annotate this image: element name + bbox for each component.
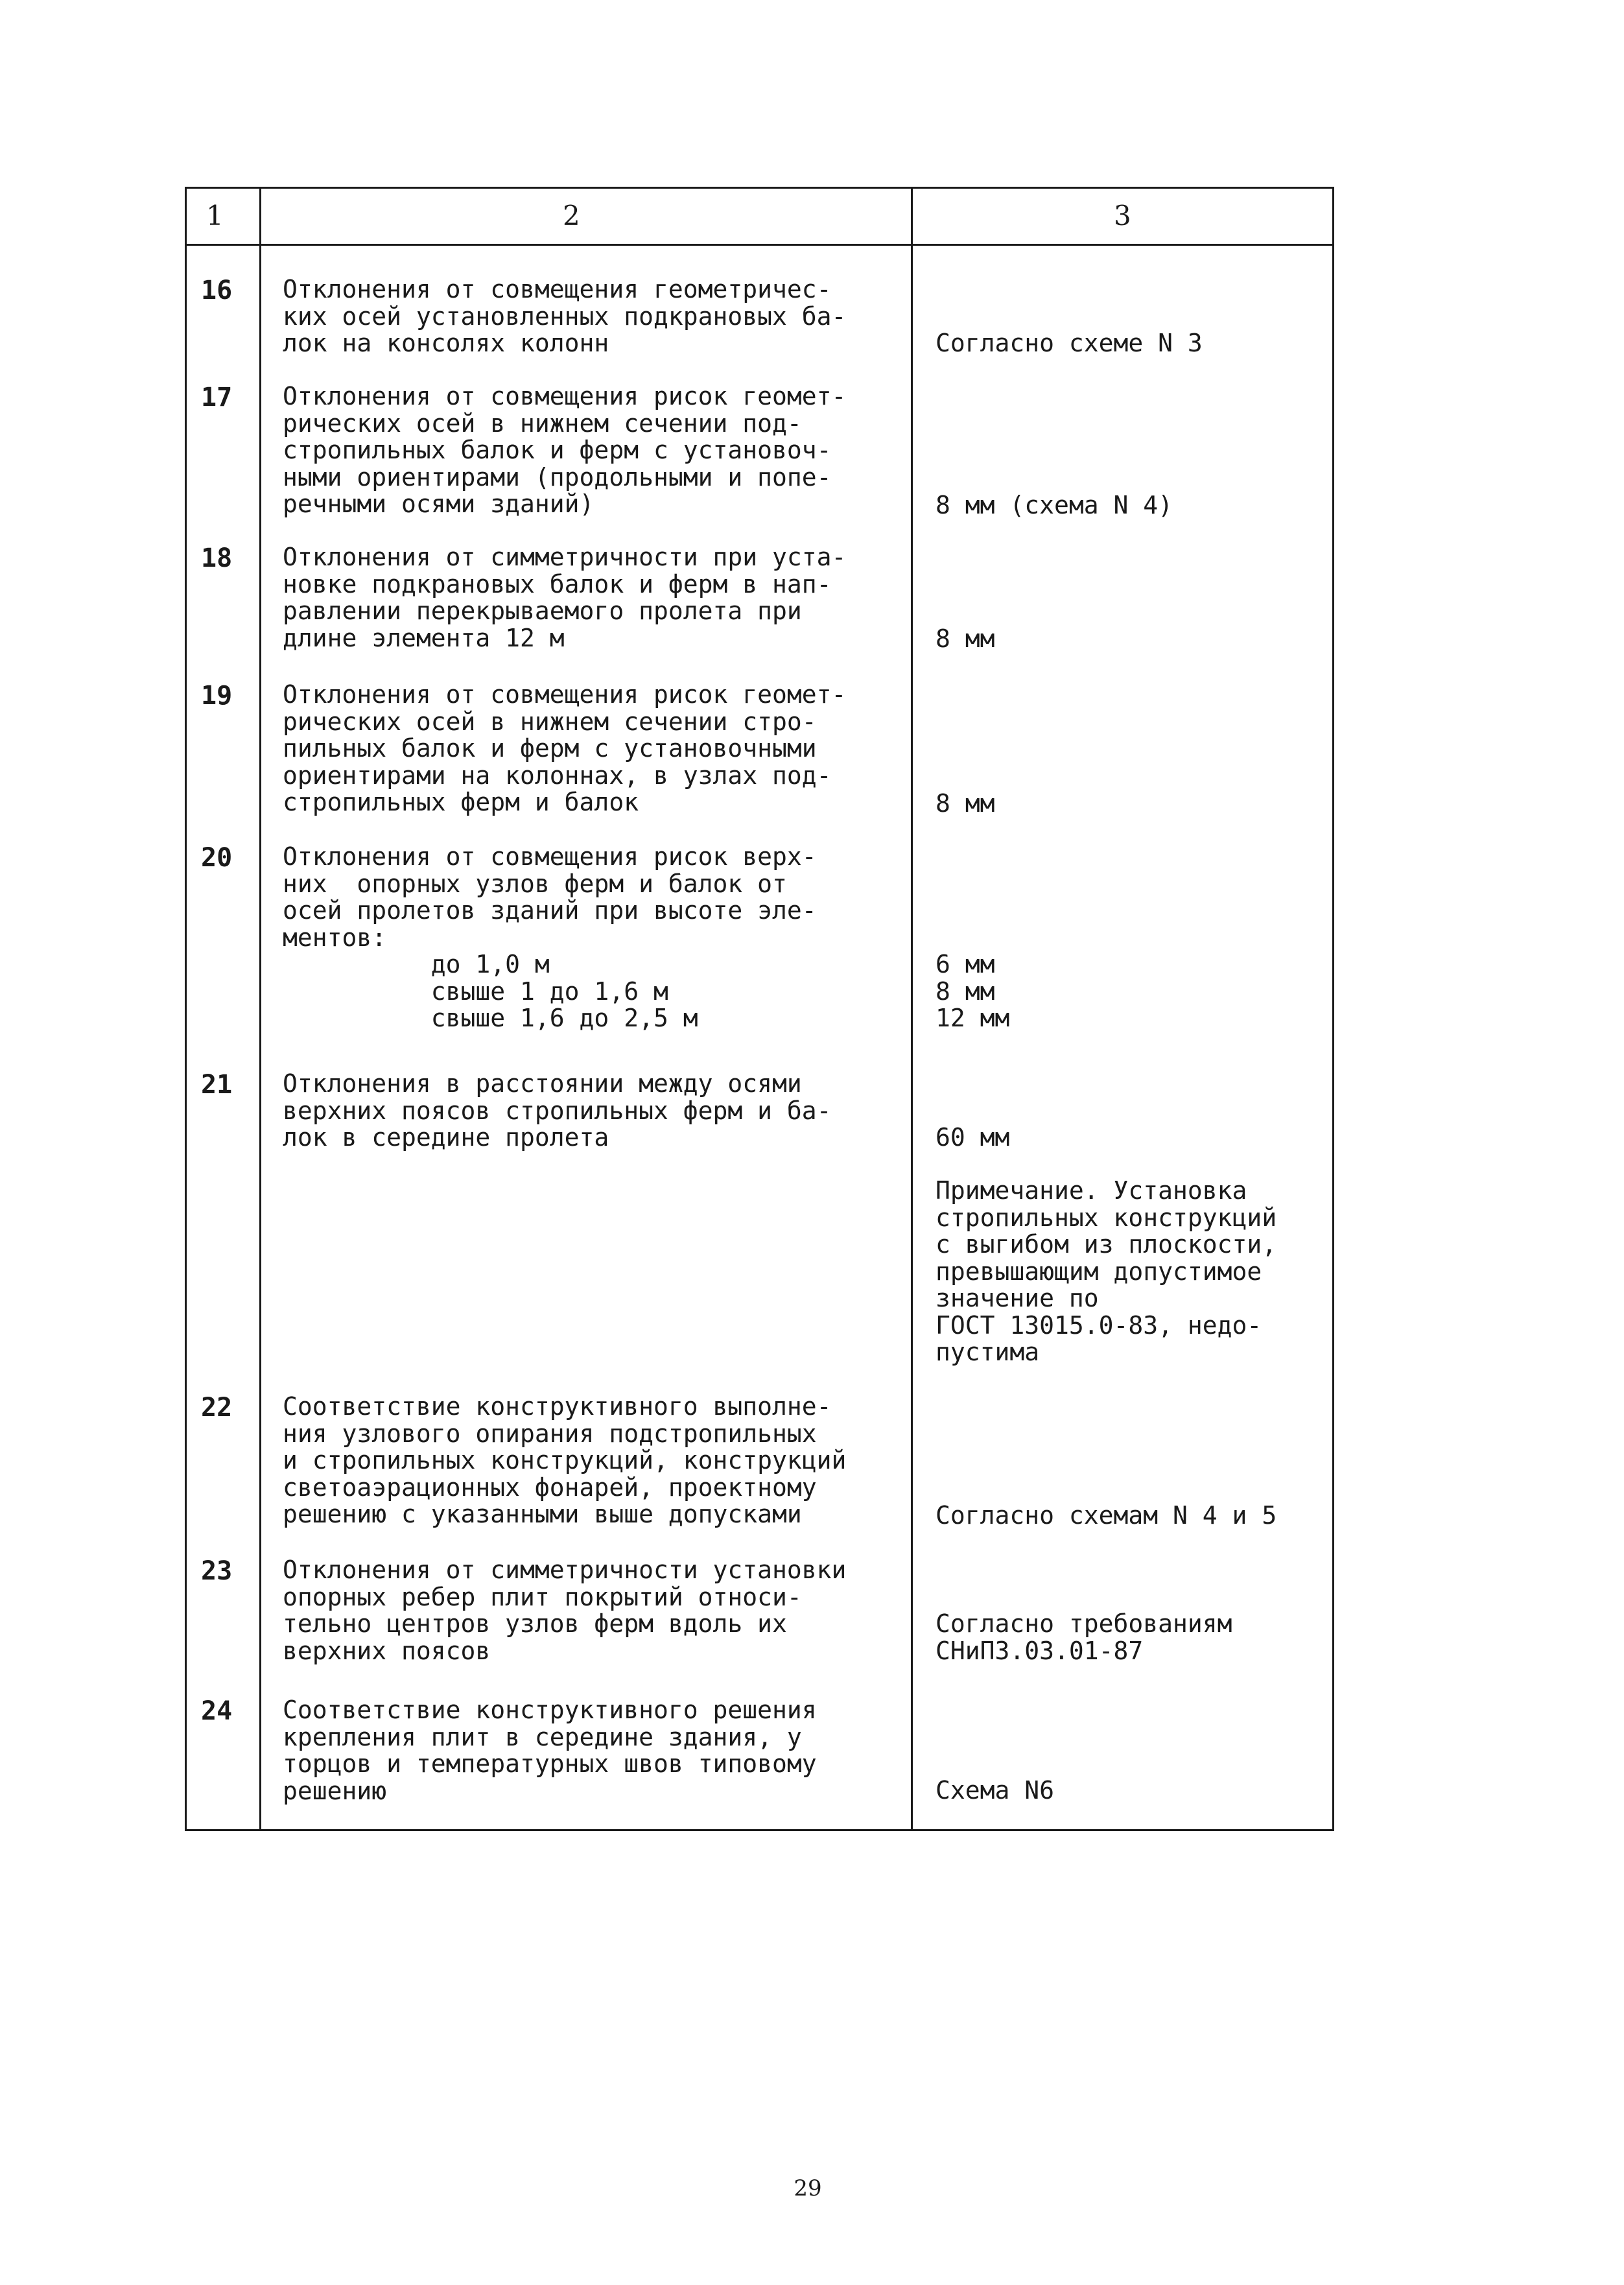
row-description: Отклонения от совмещения рисок верх- них опорных узлов ферм и балок от осей пролетов зданий при высоте эле- ментов: до 1,0 м свыше 1 до 1,6 м свыше 1,6 до 2,5 м (283, 842, 817, 1032)
row-value: 60 мм (936, 1123, 1010, 1152)
row-value: 8 мм (936, 789, 995, 818)
column-header-2: 2 (563, 200, 580, 231)
row-number: 19 (201, 681, 233, 711)
row-number: 22 (201, 1393, 233, 1423)
column-header-3: 3 (1114, 200, 1131, 231)
row-value: Схема N6 (936, 1776, 1055, 1805)
row-value: Согласно требованиям СНиП3.03.01-87 (936, 1609, 1232, 1665)
row-number: 16 (201, 276, 233, 305)
row-description: Отклонения от совмещения геометричес- ких осей установленных подкрановых ба- лок на консолях колонн (283, 275, 847, 357)
row-note: Примечание. Установка стропильных конструкций с выгибом из плоскости, превышающим допустимое значение по ГОСТ 13015.0-83, недо- пустима (936, 1176, 1277, 1366)
row-description: Отклонения от совмещения рисок геомет- рических осей в нижнем сечении под- стропильных балок и ферм с установоч- ными ориентирами (продольными и попе- речными осями зданий) (283, 382, 847, 518)
row-description: Соответствие конструктивного выполне- ния узлового опирания подстропильных и стропильных конструкций, конструкций светоаэрационных фонарей, проектному решению с указанными выше допусками (283, 1392, 847, 1528)
row-value: 8 мм (936, 624, 995, 653)
row-number: 17 (201, 383, 233, 412)
row-description: Отклонения от симметричности при уста- новке подкрановых балок и ферм в нап- равлении перекрываемого пролета при длине элемента 12 м (283, 543, 847, 652)
requirements-table (185, 187, 1334, 1831)
row-number: 20 (201, 843, 233, 873)
row-value: 8 мм (схема N 4) (936, 491, 1173, 519)
row-description: Соответствие конструктивного решения крепления плит в середине здания, у торцов и температурных швов типовому решению (283, 1696, 817, 1805)
row-number: 18 (201, 543, 233, 573)
row-value: Согласно схемам N 4 и 5 (936, 1501, 1277, 1530)
column-divider-2 (911, 189, 913, 1829)
column-divider-1 (259, 189, 261, 1829)
row-value: Согласно схеме N 3 (936, 329, 1203, 357)
row-number: 21 (201, 1070, 233, 1100)
row-description: Отклонения от симметричности установки опорных ребер плит покрытий относи- тельно центров узлов ферм вдоль их верхних поясов (283, 1556, 847, 1665)
row-number: 24 (201, 1696, 233, 1726)
row-description: Отклонения в расстоянии между осями верхних поясов стропильных ферм и ба- лок в середине пролета (283, 1069, 832, 1152)
row-value: 6 мм 8 мм 12 мм (936, 950, 1010, 1032)
header-divider (187, 244, 1332, 246)
row-description: Отклонения от совмещения рисок геомет- рических осей в нижнем сечении стро- пильных балок и ферм с установочными ориентирами на колоннах, в узлах под- стропильных ферм и балок (283, 680, 847, 816)
page-number: 29 (794, 2175, 822, 2201)
row-number: 23 (201, 1556, 233, 1586)
column-header-1: 1 (206, 200, 224, 231)
